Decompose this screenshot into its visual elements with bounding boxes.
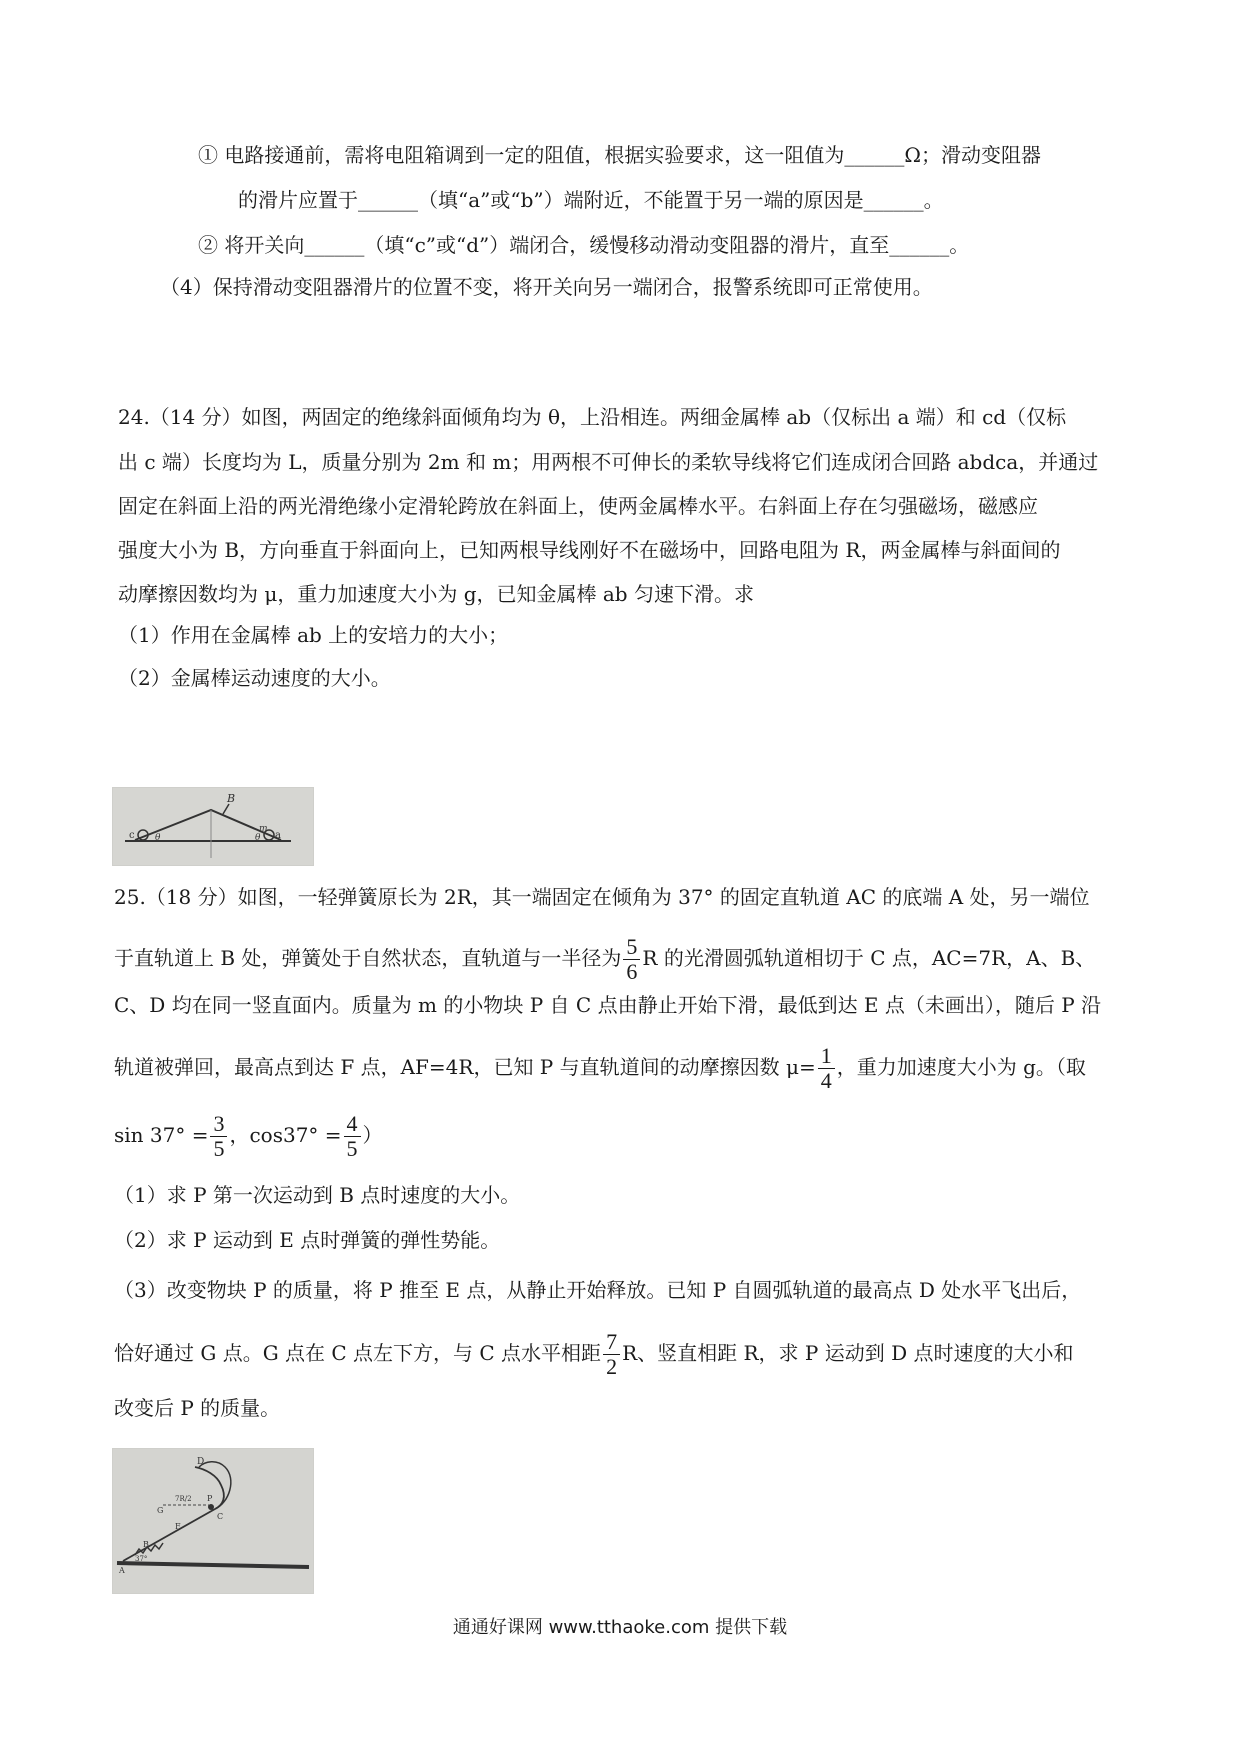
q25-line-5 (114, 1112, 383, 1161)
q25-line-4 (114, 1044, 1086, 1093)
close-paren: ） (362, 1123, 383, 1147)
fraction-3-5: $\frac{3}{5}$ (210, 1112, 227, 1161)
q25-line-1: 25.（18 分）如图，一轻弹簧原长为 2R，其一端固定在倾角为 37° 的固定直轨道 AC 的底端 A 处，另一端位 (114, 885, 1090, 909)
fraction-5-6: $\frac{5}{6}$ (623, 935, 640, 984)
q24-sub-2: （2）金属棒运动速度的大小。 (118, 666, 391, 690)
item-4: （4）保持滑动变阻器滑片的位置不变，将开关向另一端闭合，报警系统即可正常使用。 (160, 275, 933, 299)
fraction-1-4: $\frac{1}{4}$ (818, 1044, 835, 1093)
label-g: G (157, 1506, 164, 1515)
label-c: c (129, 830, 135, 841)
track-diagram (113, 1449, 313, 1593)
label-p: P (207, 1494, 213, 1503)
fraction-4-5: $\frac{4}{5}$ (344, 1112, 361, 1161)
item-1-line-1: ① 电路接通前，需将电阻箱调到一定的阻值，根据实验要求，这一阻值为______Ω；滑动变阻器 (198, 143, 1041, 167)
q24-line-3: 固定在斜面上沿的两光滑绝缘小定滑轮跨放在斜面上，使两金属棒水平。右斜面上存在匀强磁场，磁感应 (118, 494, 1038, 518)
q24-line-1: 24.（14 分）如图，两固定的绝缘斜面倾角均为 θ，上沿相连。两细金属棒 ab（仅标出 a 端）和 cd（仅标 (118, 405, 1067, 429)
q25-line-4-b: ，重力加速度大小为 g。（取 (836, 1055, 1086, 1079)
label-d: D (197, 1457, 205, 1467)
label-m: m (259, 824, 268, 834)
label-c: C (217, 1512, 224, 1521)
q25-line-2-b: R 的光滑圆弧轨道相切于 C 点，AC=7R，A、B、 (642, 946, 1096, 970)
page-footer: 通通好课网 www.tthaoke.com 提供下载 (452, 1617, 788, 1638)
q25-line-4-a: 轨道被弹回，最高点到达 F 点，AF=4R，已知 P 与直轨道间的动摩擦因数 μ= (114, 1055, 816, 1079)
item-2: ② 将开关向______（填“c”或“d”）端闭合，缓慢移动滑动变阻器的滑片，直至______。 (198, 233, 970, 257)
q24-line-4: 强度大小为 B，方向垂直于斜面向上，已知两根导线刚好不在磁场中，回路电阻为 R，两金属棒与斜面间的 (118, 538, 1061, 562)
q25-sub-3-line-1: （3）改变物块 P 的质量，将 P 推至 E 点，从静止开始释放。已知 P 自圆弧轨道的最高点 D 处水平飞出后， (114, 1278, 1082, 1302)
label-distance: 7R/2 (175, 1495, 192, 1503)
label-angle: 37° (135, 1555, 148, 1563)
label-b: B (227, 792, 236, 805)
q25-line-2-a: 于直轨道上 B 处，弹簧处于自然状态，直轨道与一半径为 (114, 946, 622, 970)
q25-line-3: C、D 均在同一竖直面内。质量为 m 的小物块 P 自 C 点由静止开始下滑，最低到达 E 点（未画出），随后 P 沿 (114, 993, 1102, 1017)
label-b: B (143, 1540, 149, 1549)
label-f: F (175, 1522, 181, 1531)
q25-sub-2: （2）求 P 运动到 E 点时弹簧的弹性势能。 (114, 1228, 501, 1252)
q25-sub-3-line-2 (114, 1330, 1073, 1379)
label-theta-right: θ (255, 833, 261, 843)
fraction-7-2: $\frac{7}{2}$ (603, 1330, 620, 1379)
label-theta-left: θ (155, 833, 161, 843)
q25-figure (112, 1448, 314, 1594)
q24-figure (112, 787, 314, 866)
cos-label: ，cos37° = (229, 1123, 342, 1147)
q25-sub-1: （1）求 P 第一次运动到 B 点时速度的大小。 (114, 1183, 521, 1207)
sin-label: sin 37° = (114, 1123, 209, 1147)
q25-line-2 (114, 935, 1095, 984)
label-a: A (119, 1566, 125, 1575)
q24-line-2: 出 c 端）长度均为 L，质量分别为 2m 和 m；用两根不可伸长的柔软导线将它们连成闭合回路 abdca，并通过 (118, 450, 1099, 474)
label-a: a (275, 830, 281, 841)
q25-sub-3-line-2-a: 恰好通过 G 点。G 点在 C 点左下方，与 C 点水平相距 (114, 1341, 602, 1365)
q24-sub-1: （1）作用在金属棒 ab 上的安培力的大小； (118, 623, 509, 647)
q24-line-5: 动摩擦因数均为 μ，重力加速度大小为 g，已知金属棒 ab 匀速下滑。求 (118, 582, 754, 606)
item-1-line-2: 的滑片应置于______（填“a”或“b”）端附近，不能置于另一端的原因是______。 (238, 188, 944, 212)
q25-sub-3-line-3: 改变后 P 的质量。 (114, 1396, 281, 1420)
q25-sub-3-line-2-b: R、竖直相距 R，求 P 运动到 D 点时速度的大小和 (622, 1341, 1074, 1365)
incline-diagram (113, 788, 313, 865)
